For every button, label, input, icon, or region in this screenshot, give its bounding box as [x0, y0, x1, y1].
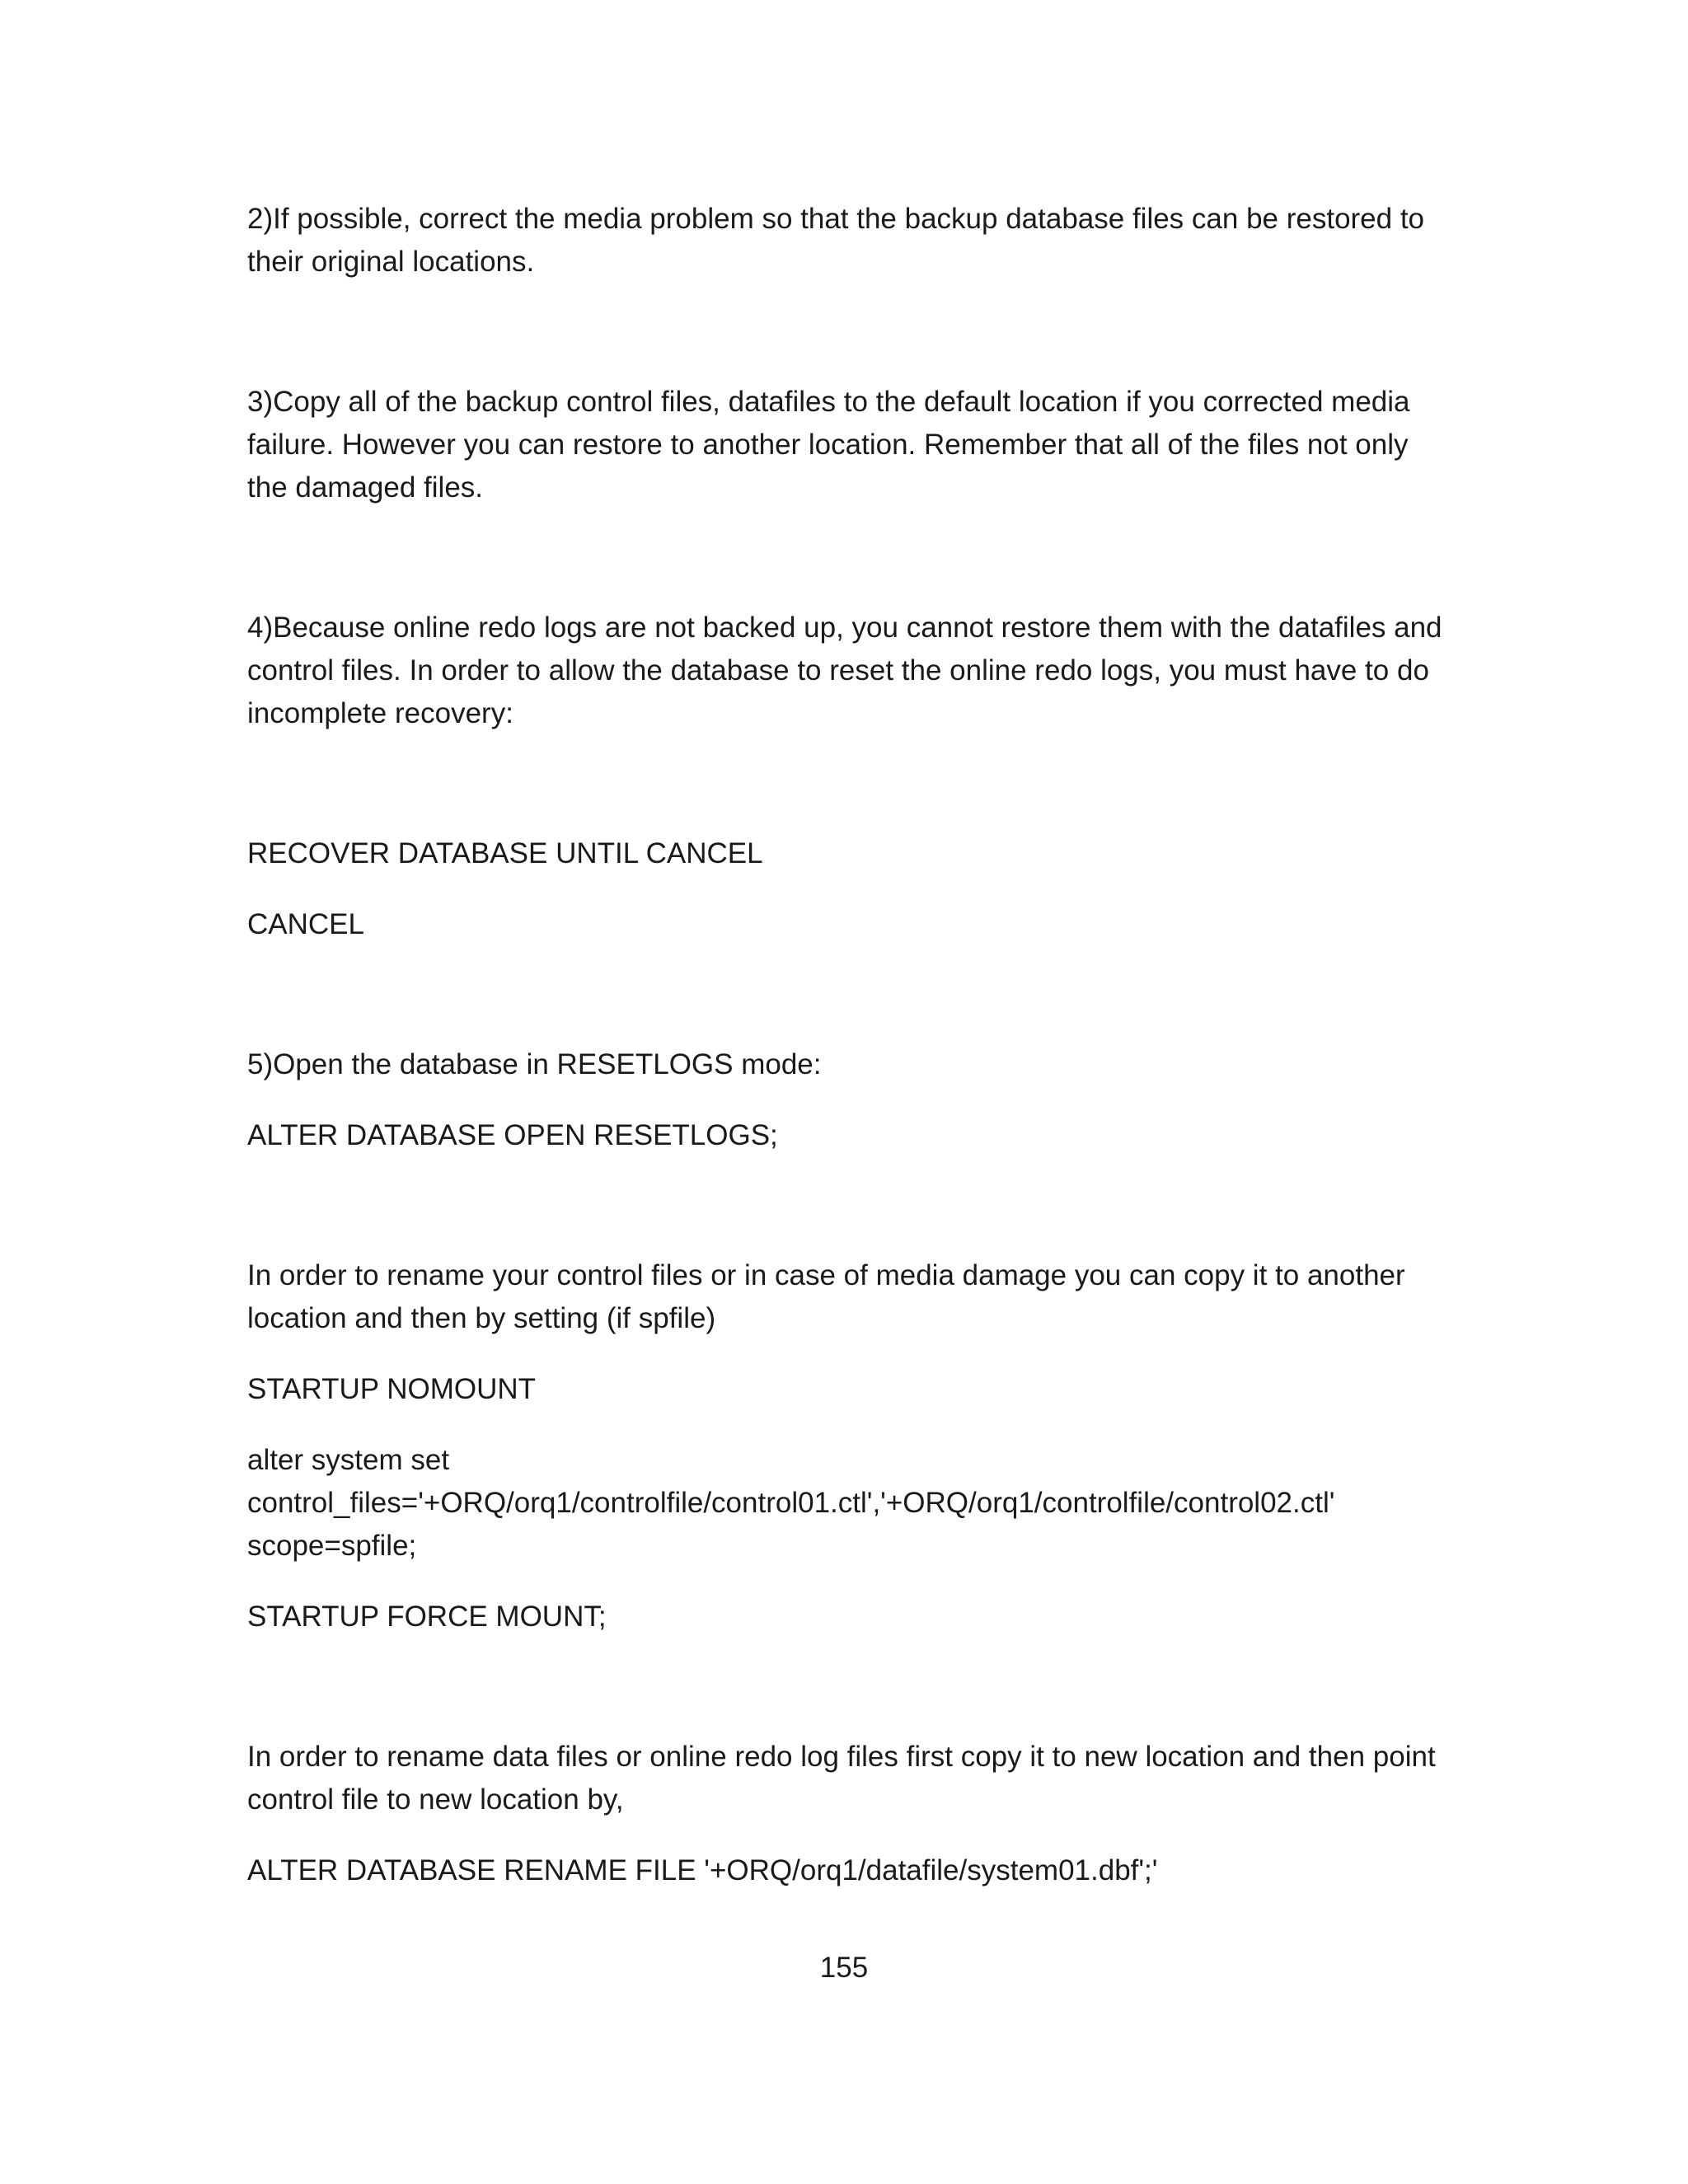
- spacer: [247, 1157, 1451, 1254]
- command-startup-nomount: STARTUP NOMOUNT: [247, 1373, 537, 1405]
- spacer: [247, 1568, 1451, 1596]
- command-cancel: CANCEL: [247, 908, 364, 940]
- spacer: [247, 946, 1451, 1043]
- page-content: [247, 198, 1451, 1892]
- spacer: [247, 1086, 1451, 1114]
- paragraph-step-5: 5)Open the database in RESETLOGS mode:: [247, 1048, 822, 1080]
- command-recover-database: RECOVER DATABASE UNTIL CANCEL: [247, 837, 763, 869]
- command-open-resetlogs: ALTER DATABASE OPEN RESETLOGS;: [247, 1119, 778, 1151]
- paragraph-rename-data-files: In order to rename data files or online redo log files first copy it to new location and then point control file to new location by,: [247, 1741, 1436, 1816]
- paragraph-rename-control-files: In order to rename your control files or in case of media damage you can copy it to another location and then by setting (if spfile): [247, 1259, 1405, 1334]
- paragraph-step-4: 4)Because online redo logs are not backed up, you cannot restore them with the datafiles and control files. In order to allow the database to reset the online redo logs, you must have to do incomplete recovery:: [247, 612, 1442, 729]
- spacer: [247, 284, 1451, 381]
- spacer: [247, 1821, 1451, 1849]
- command-startup-force-mount: STARTUP FORCE MOUNT;: [247, 1601, 607, 1633]
- spacer: [247, 735, 1451, 832]
- command-alter-system-set: alter system set control_files='+ORQ/orq1/controlfile/control01.ctl','+ORQ/orq1/controlfile/control02.ctl' scope=spfile;: [247, 1444, 1335, 1562]
- command-rename-file: ALTER DATABASE RENAME FILE '+ORQ/orq1/datafile/system01.dbf';': [247, 1854, 1158, 1886]
- spacer: [247, 1411, 1451, 1439]
- paragraph-step-2: 2)If possible, correct the media problem so that the backup database files can be restored to their original locations.: [247, 203, 1425, 278]
- spacer: [247, 875, 1451, 903]
- spacer: [247, 1340, 1451, 1368]
- spacer: [247, 509, 1451, 607]
- paragraph-step-3: 3)Copy all of the backup control files, datafiles to the default location if you corrected media failure. However you can restore to another location. Remember that all of the files not only the damaged files.: [247, 386, 1410, 504]
- page-number: 155: [819, 1952, 869, 1984]
- spacer: [247, 1638, 1451, 1736]
